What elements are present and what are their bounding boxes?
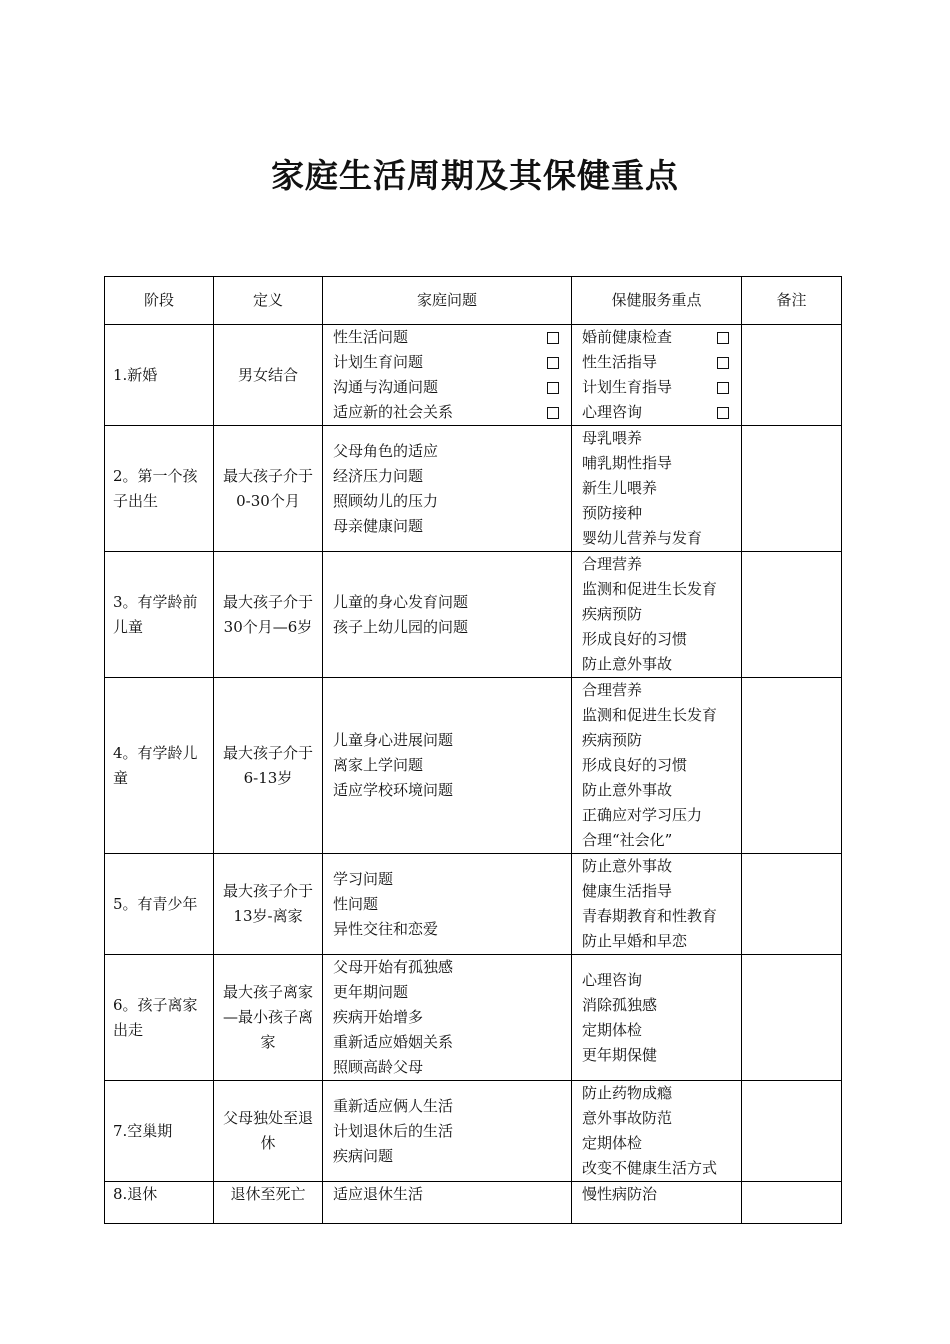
- definition-cell: 最大孩子离家—最小孩子离家: [214, 955, 323, 1081]
- problem-item: 父母角色的适应: [333, 441, 439, 460]
- header-definition: 定义: [214, 277, 323, 325]
- service-item: 新生儿喂养: [582, 479, 658, 497]
- checkbox-icon: [717, 382, 729, 394]
- checkbox-icon: [547, 357, 559, 369]
- service-item: 防止早婚和早恋: [582, 932, 688, 950]
- stage-cell: 5。有青少年: [105, 854, 214, 955]
- problems-cell: [323, 325, 572, 426]
- problems-cell: [323, 552, 572, 678]
- problems-cell: [323, 1081, 572, 1182]
- services-cell: [572, 426, 742, 552]
- services-cell: [572, 955, 742, 1081]
- problems-cell: [323, 854, 572, 955]
- service-item: 正确应对学习压力: [582, 806, 703, 824]
- problem-item: 照顾高龄父母: [333, 1058, 424, 1076]
- service-item: 合理“社会化”: [582, 831, 673, 849]
- header-note: 备注: [742, 277, 842, 325]
- note-cell: [742, 678, 842, 854]
- note-cell: [742, 1081, 842, 1182]
- table-row: [105, 325, 842, 426]
- note-cell: [742, 854, 842, 955]
- problem-item: 母亲健康问题: [333, 516, 424, 535]
- note-cell: [742, 1182, 842, 1224]
- problems-cell: [323, 955, 572, 1081]
- stage-cell: 3。有学龄前儿童: [105, 552, 214, 678]
- table-row: [105, 678, 842, 854]
- note-cell: [742, 426, 842, 552]
- problem-item: 适应学校环境问题: [333, 781, 454, 799]
- service-item: 性生活指导: [582, 353, 658, 371]
- service-item: 防止意外事故: [582, 781, 673, 799]
- service-item: 预防接种: [582, 504, 643, 522]
- problem-item: 孩子上幼儿园的问题: [333, 617, 469, 636]
- service-item: 慢性病防治: [582, 1185, 658, 1203]
- header-problems: 家庭问题: [323, 277, 572, 325]
- table-row: [105, 552, 842, 678]
- checkbox-icon: [547, 407, 559, 419]
- checkbox-icon: [547, 382, 559, 394]
- problems-cell: [323, 1182, 572, 1224]
- problems-cell: [323, 426, 572, 552]
- definition-cell: 男女结合: [214, 325, 323, 426]
- problem-item: 重新适应婚姻关系: [333, 1033, 454, 1051]
- header-stage: 阶段: [105, 277, 214, 325]
- page-title: 家庭生活周期及其保健重点: [271, 156, 679, 195]
- definition-cell: 退休至死亡: [214, 1182, 323, 1224]
- services-cell: [572, 325, 742, 426]
- service-item: 意外事故防范: [582, 1109, 673, 1127]
- service-item: 疾病预防: [582, 731, 643, 749]
- table-row: [105, 1081, 842, 1182]
- services-cell: [572, 1081, 742, 1182]
- stage-cell: 4。有学龄儿童: [105, 678, 214, 854]
- definition-cell: 最大孩子介于13岁-离家: [214, 854, 323, 955]
- service-item: 形成良好的习惯: [582, 630, 688, 648]
- problem-item: 学习问题: [333, 869, 394, 888]
- table-row: [105, 955, 842, 1081]
- stage-cell: 1.新婚: [105, 325, 214, 426]
- service-item: 定期体检: [582, 1134, 643, 1152]
- checkbox-icon: [717, 332, 729, 344]
- definition-cell: 父母独处至退休: [214, 1081, 323, 1182]
- problem-item: 更年期问题: [333, 983, 409, 1001]
- table-header-row: [105, 277, 842, 325]
- note-cell: [742, 552, 842, 678]
- problem-item: 性问题: [333, 894, 379, 913]
- problem-item: 计划退休后的生活: [333, 1121, 454, 1140]
- problems-cell: [323, 678, 572, 854]
- problem-item: 沟通与沟通问题: [333, 378, 439, 396]
- services-cell: [572, 1182, 742, 1224]
- service-item: 改变不健康生活方式: [582, 1159, 718, 1177]
- table-row: [105, 426, 842, 552]
- checkbox-icon: [717, 357, 729, 369]
- service-item: 合理营养: [582, 681, 643, 699]
- service-item: 健康生活指导: [582, 882, 673, 900]
- problem-item: 疾病问题: [333, 1146, 394, 1165]
- service-item: 心理咨询: [582, 970, 643, 989]
- service-item: 婚前健康检查: [582, 328, 673, 346]
- service-item: 防止意外事故: [582, 857, 673, 875]
- services-cell: [572, 678, 742, 854]
- service-item: 青春期教育和性教育: [582, 907, 718, 925]
- service-item: 哺乳期性指导: [582, 454, 673, 472]
- service-item: 婴幼儿营养与发育: [582, 529, 703, 547]
- service-item: 定期体检: [582, 1020, 643, 1039]
- family-cycle-table: [104, 276, 842, 1224]
- service-item: 计划生育指导: [582, 378, 673, 396]
- definition-cell: 最大孩子介于0-30个月: [214, 426, 323, 552]
- definition-cell: 最大孩子介于6-13岁: [214, 678, 323, 854]
- service-item: 消除孤独感: [582, 995, 658, 1014]
- problem-item: 性生活问题: [333, 328, 409, 346]
- stage-cell: 7.空巢期: [105, 1081, 214, 1182]
- services-cell: [572, 854, 742, 955]
- problem-item: 离家上学问题: [333, 756, 424, 774]
- service-item: 心理咨询: [582, 403, 643, 421]
- problem-item: 照顾幼儿的压力: [333, 491, 439, 510]
- stage-cell: 2。第一个孩子出生: [105, 426, 214, 552]
- stage-cell: 6。孩子离家出走: [105, 955, 214, 1081]
- problem-item: 适应退休生活: [333, 1185, 424, 1203]
- problem-item: 重新适应俩人生活: [333, 1096, 454, 1115]
- checkbox-icon: [717, 407, 729, 419]
- header-services: 保健服务重点: [572, 277, 742, 325]
- problem-item: 儿童的身心发育问题: [333, 592, 469, 611]
- stage-cell: 8.退休: [105, 1182, 214, 1224]
- service-item: 防止药物成瘾: [582, 1084, 673, 1102]
- problem-item: 儿童身心进展问题: [333, 731, 454, 749]
- problem-item: 适应新的社会关系: [333, 403, 454, 421]
- services-cell: [572, 552, 742, 678]
- service-item: 监测和促进生长发育: [582, 580, 718, 598]
- service-item: 母乳喂养: [582, 429, 643, 447]
- service-item: 疾病预防: [582, 605, 643, 623]
- note-cell: [742, 955, 842, 1081]
- problem-item: 经济压力问题: [333, 466, 424, 485]
- service-item: 合理营养: [582, 555, 643, 573]
- problem-item: 疾病开始增多: [333, 1008, 424, 1026]
- problem-item: 计划生育问题: [333, 353, 424, 371]
- service-item: 形成良好的习惯: [582, 756, 688, 774]
- service-item: 防止意外事故: [582, 655, 673, 673]
- problem-item: 异性交往和恋爱: [333, 919, 439, 938]
- table-row: [105, 1182, 842, 1224]
- note-cell: [742, 325, 842, 426]
- definition-cell: 最大孩子介于30个月—6岁: [214, 552, 323, 678]
- table-row: [105, 854, 842, 955]
- service-item: 监测和促进生长发育: [582, 706, 718, 724]
- problem-item: 父母开始有孤独感: [333, 958, 454, 976]
- checkbox-icon: [547, 332, 559, 344]
- service-item: 更年期保健: [582, 1045, 658, 1064]
